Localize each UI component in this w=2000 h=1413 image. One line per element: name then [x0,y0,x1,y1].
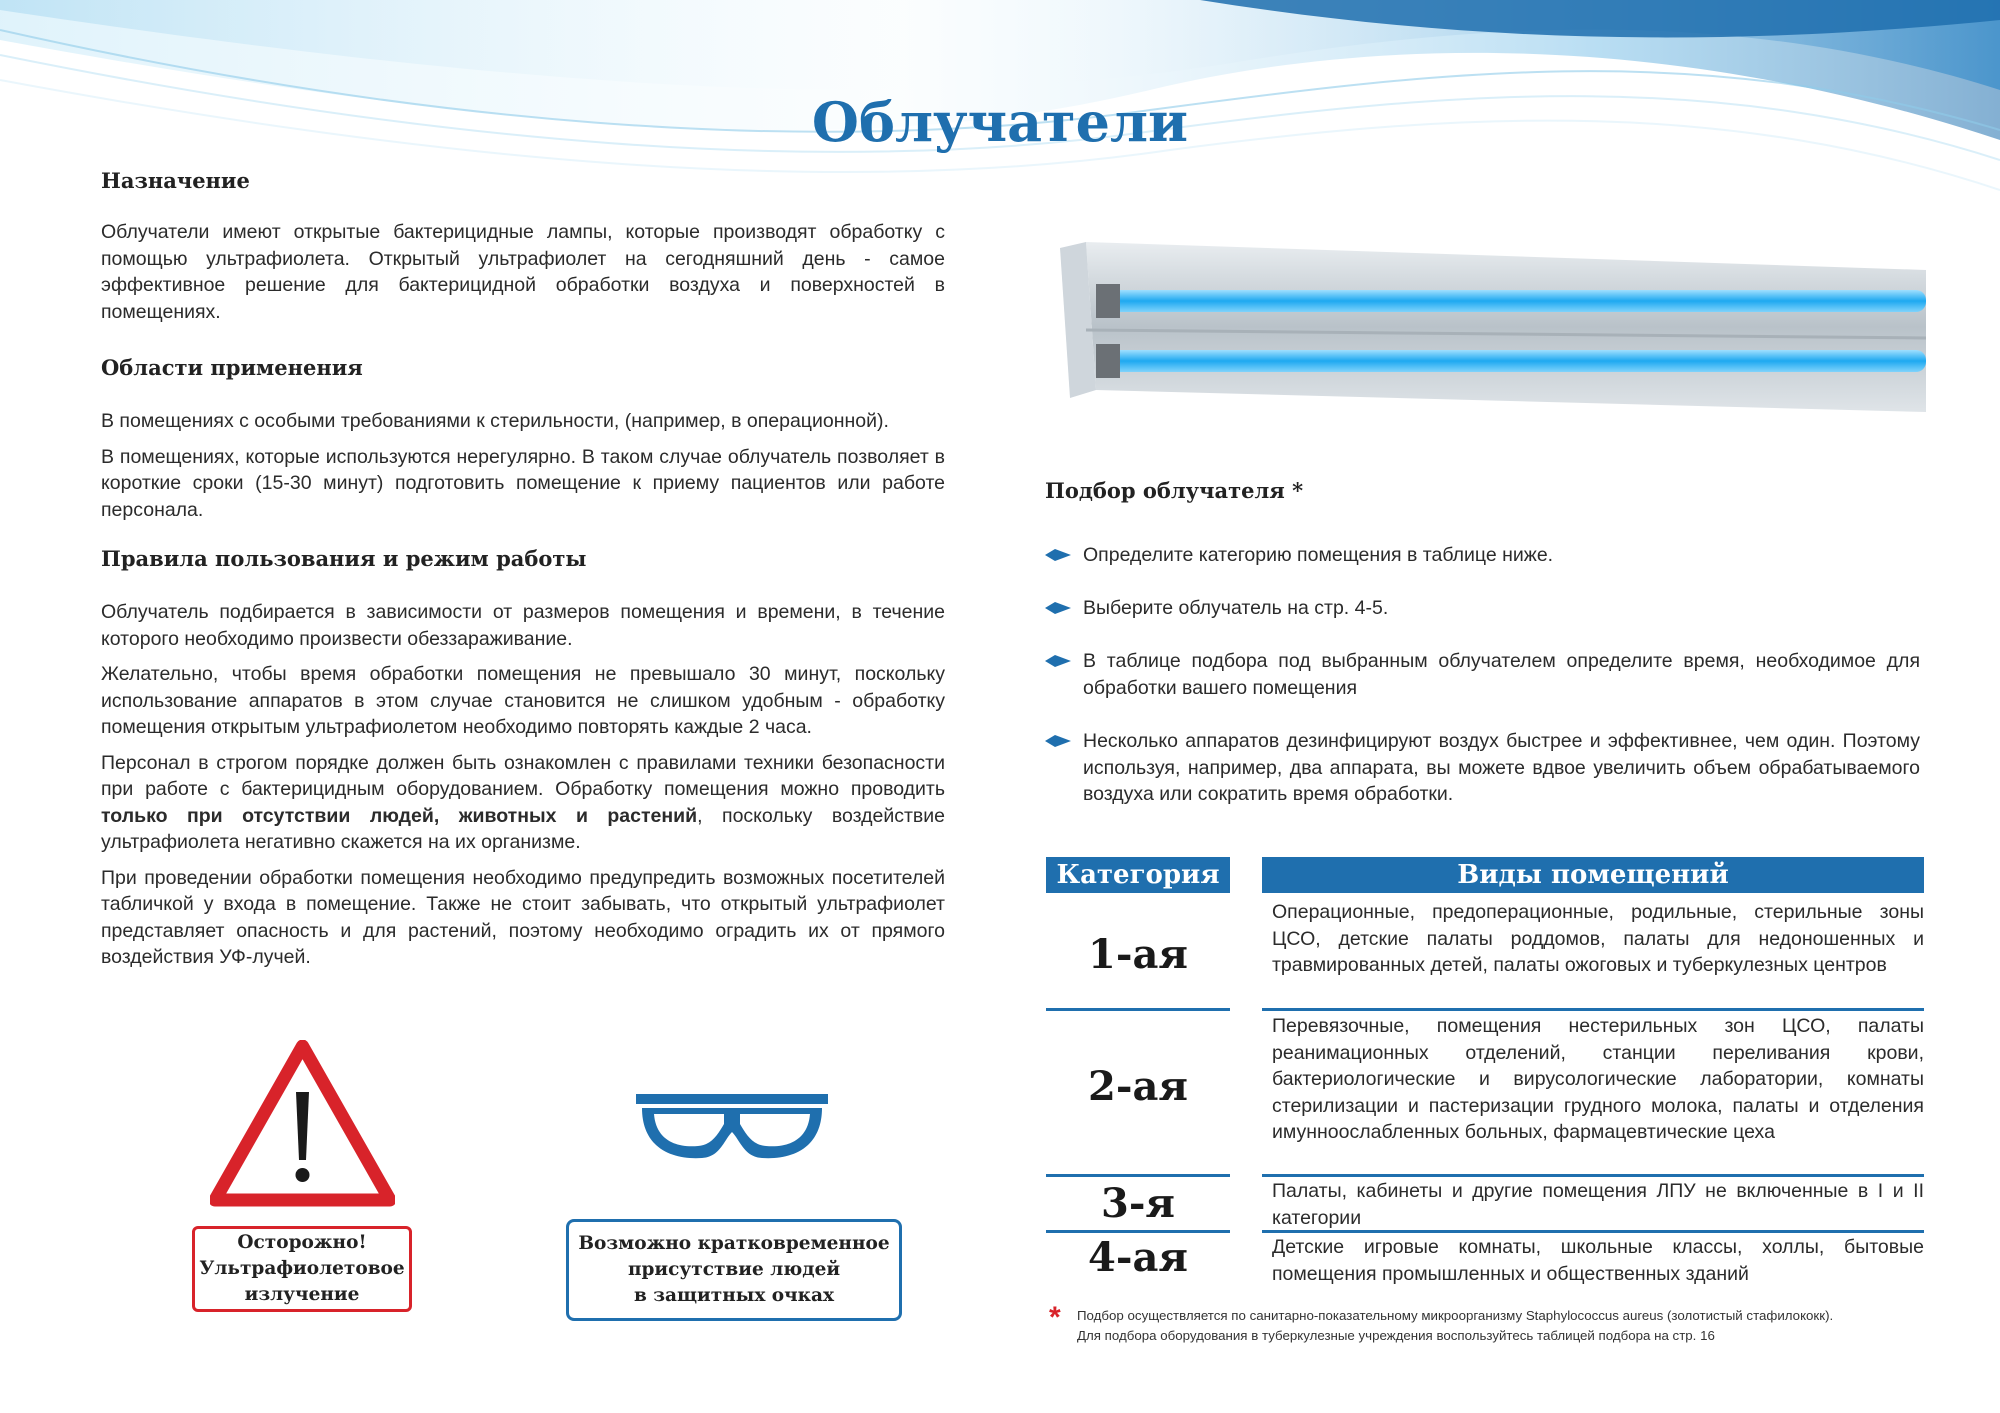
heading-purpose: Назначение [101,168,250,193]
step-text: Определите категорию помещения в таблице ниже. [1083,544,1554,566]
table-header-category: Категория [1046,857,1230,893]
uv-lamp-image [1056,240,1926,412]
table-divider [1046,1174,1230,1177]
footnote: Подбор осуществляется по санитарно-показательному микроорганизму Staphylococcus aureus (золотистый стафилококк). Для подбора оборудования в туберкулезные учреждения воспользуйтесь таблицей подбора на стр. 16 [1077,1308,1834,1343]
rules-text-4: При проведении обработки помещения необходимо предупредить возможных посетителей табличкой у входа в помещение. Также не стоит забывать, что открытый ультрафиолет представляет опасность и для растений, поэтому необходимо оградить их от прямого воздействия УФ-лучей. [101,866,945,968]
warning-label [192,1226,412,1312]
step-item [1045,648,1920,701]
table-row [1046,1234,1924,1290]
warning-line-3: излучение [244,1284,360,1305]
rules-text-3-end: , поскольку воздействие ультрафиолета негативно скажется на их организме. [101,804,945,853]
table-divider [1262,1174,1924,1177]
category-label: 3-я [1101,1180,1175,1227]
table-row [1046,1178,1924,1232]
step-item [1045,542,1920,569]
applications-text-1: В помещениях с особыми требованиями к стерильности, (например, в операционной). [101,410,889,432]
step-item [1045,595,1920,622]
footnote-mark: * [1049,1301,1061,1334]
safety-glasses-icon [632,1088,832,1164]
glasses-label [566,1219,902,1321]
selection-steps [1045,542,1920,808]
table-divider [1046,1008,1230,1011]
category-description: Операционные, предоперационные, родильные, стерильные зоны ЦСО, детские палаты роддомов, палаты для недоношенных и травмированных детей, палаты ожоговых и туберкулезных центров [1272,901,1924,976]
table-row [1046,1013,1924,1173]
table-row [1046,899,1924,1009]
category-label: 4-ая [1088,1234,1188,1281]
left-column [101,168,945,980]
table-divider [1262,1230,1924,1233]
rules-text-3 [101,750,945,856]
glasses-line-3: в защитных очках [633,1285,835,1306]
table-divider [1262,1008,1924,1011]
purpose-text: Облучатели имеют открытые бактерицидные лампы, которые производят обработку с помощью ультрафиолета. Открытый ультрафиолет на сегодняшний день - самое эффективное решение для бактерицидной обработки воздуха и поверхностей в помещениях. [101,221,945,323]
glasses-line-2: присутствие людей [627,1259,841,1280]
rules-text-1: Облучатель подбирается в зависимости от размеров помещения и времени, в течение которого необходимо произвести обеззараживание. [101,601,945,650]
category-description: Детские игровые комнаты, школьные классы, холлы, бытовые помещения промышленных и общественных зданий [1272,1236,1924,1285]
rules-text-3-bold: только при отсутствии людей, животных и растений [101,804,698,827]
category-label: 1-ая [1088,931,1188,978]
arrow-bullet-icon [1045,602,1071,614]
arrow-bullet-icon [1045,655,1071,667]
category-label: 2-ая [1088,1063,1188,1110]
step-text: В таблице подбора под выбранным облучателем определите время, необходимое для обработки вашего помещения [1083,650,1920,699]
applications-text-2: В помещениях, которые используются нерегулярно. В таком случае облучатель позволяет в короткие сроки (15-30 минут) подготовить помещение к приему пациентов или работе персонала. [101,445,945,521]
step-text: Несколько аппаратов дезинфицируют воздух быстрее и эффективнее, чем один. Поэтому используя, например, два аппарата, вы можете вдвое увеличить объем обрабатываемого воздуха или сократить время обработки. [1083,730,1920,805]
selection-title: Подбор облучателя * [1045,478,1304,503]
rules-text-2: Желательно, чтобы время обработки помещения не превышало 30 минут, поскольку использование аппаратов в этом случае становится не слишком удобным - обработку помещения открытым ультрафиолетом необходимо повторять каждые 2 часа. [101,663,945,738]
glasses-line-1: Возможно кратковременное [578,1233,890,1254]
rules-text-3-start: Персонал в строгом порядке должен быть ознакомлен с правилами техники безопасности при работе с бактерицидным оборудованием. Обработку помещения можно проводить [101,751,945,800]
warning-line-1: Осторожно! [237,1232,367,1253]
heading-applications: Области применения [101,355,363,380]
warning-line-2: Ультрафиолетовое [199,1258,405,1279]
page-title: Облучатели [811,90,1189,154]
step-item [1045,728,1920,808]
heading-rules: Правила пользования и режим работы [101,546,587,571]
arrow-bullet-icon [1045,735,1071,747]
table-header-kinds: Виды помещений [1262,857,1924,893]
step-text: Выберите облучатель на стр. 4-5. [1083,596,1389,619]
arrow-bullet-icon [1045,549,1071,561]
table-divider [1046,1230,1230,1233]
category-description: Перевязочные, помещения нестерильных зон ЦСО, палаты реанимационных отделений, станции переливания крови, бактериологические и вирусологические лаборатории, комнаты стерилизации и пастеризации грудного молока, палаты и отделения имунноослабленных больных, фармацевтические цеха [1272,1015,1924,1143]
category-description: Палаты, кабинеты и другие помещения ЛПУ не включенные в I и II категории [1272,1180,1924,1229]
warning-triangle-icon [210,1040,395,1208]
